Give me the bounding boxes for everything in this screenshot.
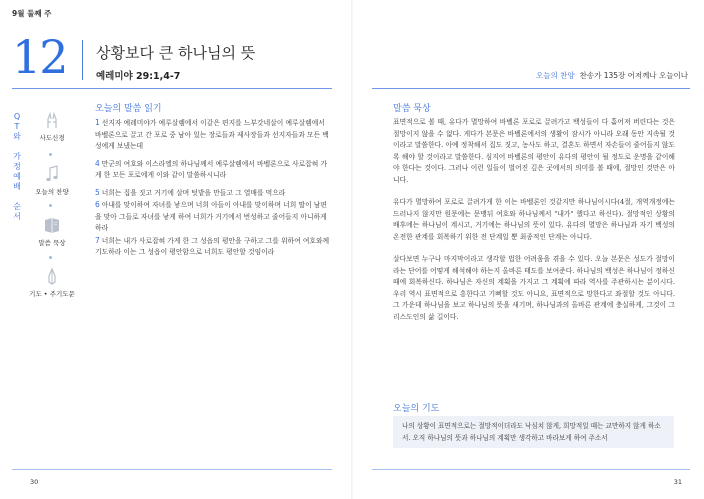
praying-hands-icon	[42, 266, 62, 286]
page-number-right: 31	[673, 478, 682, 486]
verse: 1 선지자 예레미야가 예루살렘에서 이같은 편지를 느부갓네살이 예루살렘에서 바벨론으로 끌고 간 포로 중 남아 있는 장로들과 제사장들과 선지자들과 모든 백성에게 보냈는데	[95, 118, 329, 150]
hymn-info	[536, 70, 688, 81]
qt-order-vertical: Q T 와 가 정 예 배 순 서	[13, 112, 21, 221]
verse: 7 너희는 내가 사로잡혀 가게 한 그 성읍의 평안을 구하고 그를 위하여 여호와께 기도하라 이는 그 성읍이 평안함으로 너희도 평안할 것임이라	[95, 235, 330, 256]
hymn-label: 오늘의 찬양	[535, 71, 575, 80]
meditation-paragraph: 표면적으로 볼 때, 유다가 멸망하여 바벨론 포로로 끌려가고 백성들이 다 흩어져 버린다는 것은 절망이지 않을 수 없다. 게다가 본문은 바벨론에서의 생활이 잠시가 아니라 오래 동안 지속될 것이라고 말씀한다. 아예 정착해서 집도 짓고, 농사도 하고, 결혼도 하면서 자손들이 줄어들지 않도록 해야 할 것이라고 말씀한다. 심지어 바벨론의 평안이 유다의 평안이 될 정도로 운명을 같이해야 한다는 것이다. 그러나 이런 일들이 벌어진 깊은 곳에서의 의미를 볼 때에, 절망인 것만은 아니다.	[393, 118, 675, 184]
bible-icon	[42, 215, 62, 235]
step-dot	[49, 153, 52, 156]
page-gutter	[351, 0, 353, 499]
footer-rule-left	[12, 469, 332, 470]
meditation-heading: 말씀 묵상	[393, 104, 431, 114]
step-dot	[49, 204, 52, 207]
music-note-icon	[42, 164, 62, 184]
scripture-reference: 예레미야 29:1,4-7	[96, 71, 181, 82]
step-creed	[25, 110, 79, 142]
step-label: 오늘의 찬양	[35, 188, 69, 196]
header-rule-left	[12, 88, 332, 89]
reading-heading: 오늘의 말씀 읽기	[95, 104, 162, 114]
prayer-heading: 오늘의 기도	[393, 404, 440, 414]
footer-rule-right	[372, 469, 690, 470]
step-label: 기도 • 주기도문	[29, 290, 75, 298]
meditation-paragraph: 살다보면 누구나 마지막이라고 생각할 법한 어려움을 겪을 수 있다. 오늘 본문은 성도가 절망이라는 단어를 어떻게 해석해야 하는지 올바른 태도를 보여준다. 하나님의 백성은 하나님이 정하신 때에 회복하신다. 하나님은 자신의 계획을 가지고 그 계획에 따라 역사를 주관하시는 분이시다. 우리 역시 표면적으로 흥한다고 기뻐할 것도 아니요, 표면적으로 망한다고 좌절할 것도 아니다. 그 가운데 하나님을 보고 하나님의 뜻을 새기며, 하나님과의 올바른 관계에 충실하게, 그것이 그리스도인의 삶 길이다.	[393, 255, 675, 321]
page-number-left: 30	[30, 478, 39, 486]
step-prayer	[25, 266, 79, 298]
page-title: 상황보다 큰 하나님의 뜻	[96, 44, 256, 62]
step-label: 말씀 묵상	[38, 239, 66, 247]
title-divider	[82, 40, 83, 80]
verse-list	[95, 117, 331, 264]
step-meditation	[25, 215, 79, 247]
hands-icon	[42, 110, 62, 130]
step-label: 사도신경	[39, 134, 65, 142]
hymn-text: 찬송가 135장 어저께나 오늘이나	[579, 71, 688, 80]
meditation-body	[393, 117, 675, 334]
verse: 4 만군의 여호와 이스라엘의 하나님께서 예루살렘에서 바벨론으로 사로잡혀 가게 한 모든 포로에게 이와 같이 말씀하시니라	[95, 158, 328, 179]
verse: 6 아내를 맞이하여 자녀를 낳으며 너희 아들이 아내를 맞이하며 너희 딸이 남편을 맞아 그들로 자녀를 낳게 하여 너희가 거기에서 번성하고 줄어들지 아니하게 하라	[95, 200, 327, 232]
step-hymn	[25, 164, 79, 196]
verse: 5 너희는 집을 짓고 거기에 살며 텃밭을 만들고 그 열매를 먹으라	[95, 187, 286, 197]
step-dot	[49, 256, 52, 259]
header-rule-right	[372, 88, 690, 89]
day-number: 12	[12, 30, 67, 84]
week-label: 9월 둘째 주	[12, 9, 52, 18]
prayer-box: 나의 상황이 표면적으로는 절망적이더라도 낙심치 않게, 희망적일 때는 교만하지 않게 하소서. 오직 하나님의 뜻과 하나님의 계획만 생각하고 바라보게 하여 주소서	[393, 416, 674, 448]
meditation-paragraph: 유다가 멸망하여 포로로 끌려가게 한 이는 바벨론인 것같지만 하나님이시다(4절, 개역개정에는 드러나지 않지만 원문에는 문맹뒤 여호와 하나님께서 "내가" 했다고 하신다). 절망적인 상황의 배후에는 하나님이 계시고, 거기에는 하나님의 뜻이 있다. 유다의 멸망은 하나님과 자기 백성의 온전한 관계를 회복하기 위한 전 단계일 뿐 최종적인 단계는 아니다.	[393, 198, 675, 241]
